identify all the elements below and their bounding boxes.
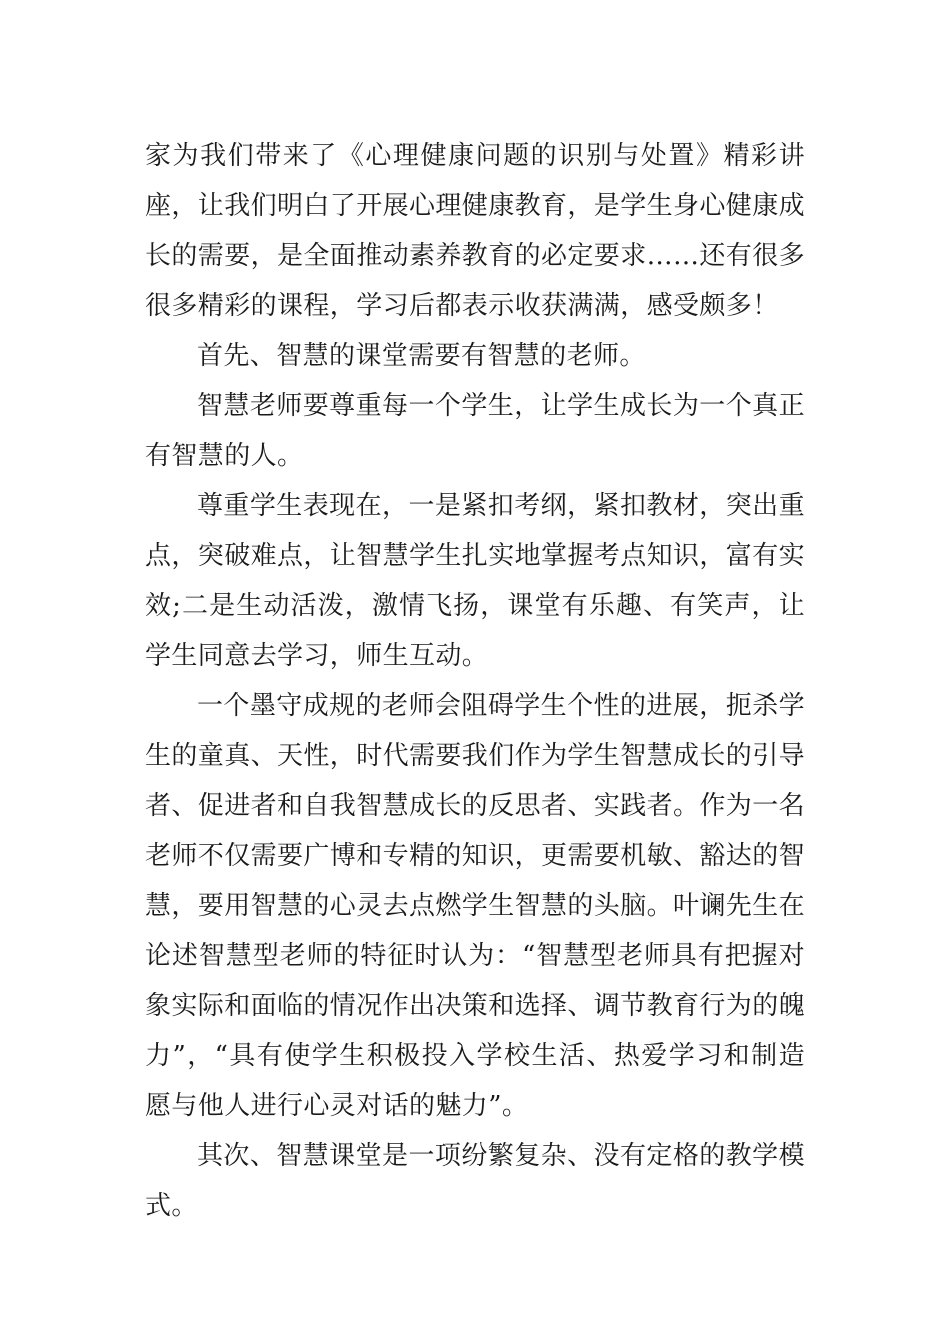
paragraph-respect-details: 尊重学生表现在，一是紧扣考纲，紧扣教材，突出重点，突破难点，让智慧学生扎实地掌握考点知识，富有实效;二是生动活泼，激情飞扬，课堂有乐趣、有笑声，让学生同意去学习，师生互动。: [145, 491, 806, 671]
paragraph-second-point: 其次、智慧课堂是一项纷繁复杂、没有定格的教学模式。: [145, 1141, 805, 1221]
paragraph-wise-teacher: 一个墨守成规的老师会阻碍学生个性的进展，扼杀学生的童真、天性，时代需要我们作为学生智慧成长的引导者、促进者和自我智慧成长的反思者、实践者。作为一名老师不仅需要广博和专精的知识，更需要机敏、豁达的智慧，要用智慧的心灵去点燃学生智慧的头脑。叶谰先生在论述智慧型老师的特征时认为：“智慧型老师具有把握对象实际和面临的情况作出决策和选择、调节教育行为的魄力”，“具有使学生积极投入学校生活、热爱学习和制造愿与他人进行心灵对话的魅力”。: [145, 691, 806, 1121]
paragraph-first-point: 首先、智慧的课堂需要有智慧的老师。: [197, 341, 646, 371]
paragraph-continuation: 家为我们带来了《心理健康问题的识别与处置》精彩讲座，让我们明白了开展心理健康教育，是学生身心健康成长的需要，是全面推动素养教育的必定要求……还有很多很多精彩的课程，学习后都表示收获满满，感受颇多！: [145, 141, 806, 321]
document-body: [145, 131, 805, 1231]
paragraph-respect-students: 智慧老师要尊重每一个学生，让学生成长为一个真正有智慧的人。: [145, 391, 805, 471]
